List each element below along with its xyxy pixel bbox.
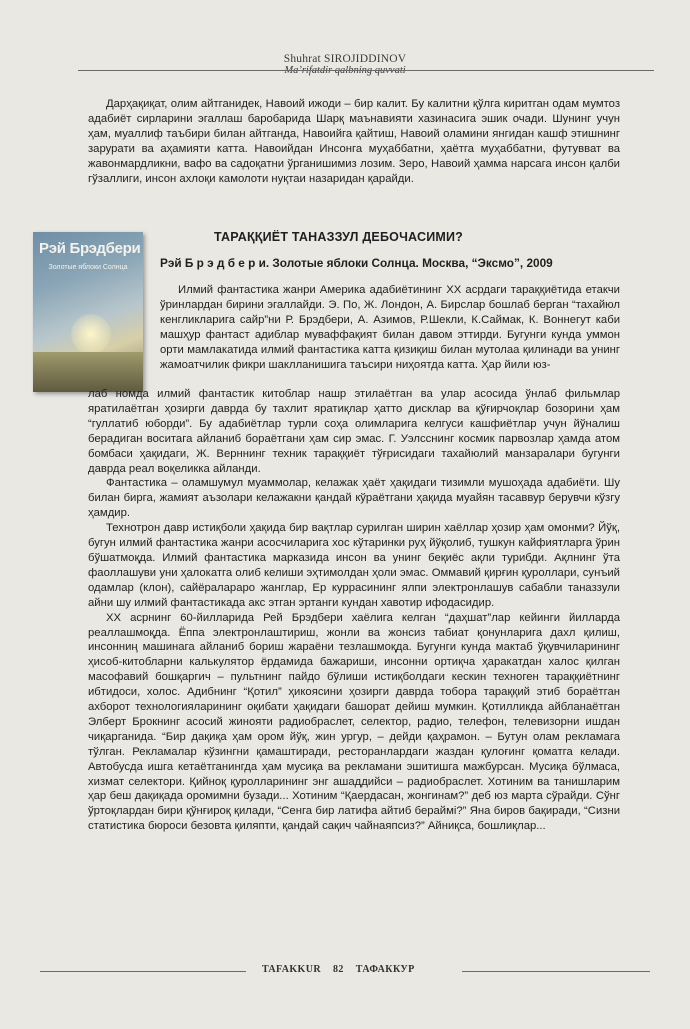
book-reference: Рэй Б р э д б е р и. Золотые яблоки Солнца. Москва, “Эксмо”, 2009 xyxy=(160,256,553,270)
cover-sun-graphic xyxy=(71,314,111,354)
paragraph-1-end: лаб номда илмий фантастик китоблар нашр этилаётган ва улар асосида ўнлаб фильмлар яратилаётган ҳозирги даврда бу тахлит яратиқлар ҳатто дисклар ва қўғирчоқлар бозорини ҳам “гуллатиб юборди”. Бу адабиётлар турли соҳа олимларига келгуси кашфиётлар учун йўналиш берадиган воситага айланиб бораётгани ҳам сир эмас. Г. Уэлсснинг космик парвозлар ҳамда атом бомбаси ҳақидаги, Ж. Верннинг техник тараққиёт тўғрисидаги тахайюлий манзаралари бугунги даврда реал воқеликка айланди. xyxy=(88,388,620,475)
header-rule xyxy=(78,70,654,71)
footer-journal-cyrillic: ТАФАККУР xyxy=(355,964,415,975)
running-header xyxy=(0,53,690,76)
intro-paragraph: Дарҳақиқат, олим айтганидек, Навоий ижоди – бир калит. Бу калитни қўлга киритган одам мумтоз адабиёт сирларини эгаллаш баробарида Шарқ маънавияти хазинасига эшик очади. Шунинг учун ҳам, муаллиф таъбири билан айтганда, Навоийга қайтиш, Навоий оламини янгидан кашф этишнинг зарурати ва аҳамияти катта. Навоийдан Инсонга муҳаббатни, ҳаётга муҳаббатни, футувват ва жавонмардликни, вафо ва садоқатни ўрганишимиз лозим. Зеро, Навоий ҳамма нарсага инсон қалби гўзаллиги, инсон ахлоқи камолоти нуқтаи назаридан қарайди. xyxy=(88,98,620,185)
section-title: ТАРАҚҚИЁТ ТАНАЗЗУЛ ДЕБОЧАСИМИ? xyxy=(214,230,464,244)
paragraph-2: Фантастика – оламшумул муаммолар, келажак ҳаёт ҳақидаги тизимли мушоҳада адабиёти. Шу билан бирга, жамият аъзолари келажакни қандай кўраётгани ҳақида муайян тасаввур берувчи кўзгу ҳамдир. xyxy=(88,477,620,520)
cover-author: Рэй Брэдбери xyxy=(39,240,141,257)
footer-journal-latin: TAFAKKUR xyxy=(262,964,321,975)
header-author: Shuhrat SIROJIDDINOV xyxy=(283,53,407,65)
cover-title: Золотые яблоки Солнца xyxy=(48,264,128,271)
running-footer xyxy=(40,963,650,977)
body-text xyxy=(88,387,620,834)
page-number: 82 xyxy=(332,964,344,975)
header-title: Ma’rifatdir qalbning quvvati xyxy=(284,65,406,76)
intro-text xyxy=(88,97,620,186)
footer-text xyxy=(262,964,427,975)
paragraph-4: ХХ асрнинг 60-йилларида Рей Брэдбери хаёлига келган “даҳшат”лар кейинги йилларда реаллашмоқда. Ёппа электронлаштириш, жонли ва жонсиз табиат қонунларига дахл қилиш, инсонниң машинага айланиб бориш жараёни тезлашмоқда. Бугунги кунда мактаб ўқувчиларининг ҳисоб-китобларни калькулятор ёрдамида бажариши, инсонни ортиқча ҳаракатдан халос қилган масофавий бошқаргич – пультнинг пайдо бўлиши истиқболдаги кескин техноген тараққиётнинг ибтидоси, холос. Адибнинг “Қотил” ҳикоясини ҳозирги даврда тобора тараққий этиб бораётган ахборот технологияларининг оқибати ҳақидаги башорат дейиш мумкин. Қотилликда айбланаётган Элберт Брокнинг асосий жинояти радиобраслет, селектор, радио, телефон, телевизорни ишдан чиқарганида. “Бир дақиқа ҳам ором йўқ, жин ургур, – дейди қаҳрамон. – Бутун олам рекламага тўлган. Рекламалар кўзингни қамаштиради, ресторанлардаги жаздан қулоғинг қоматга келади. Автобусда ишга кетаётганингда ҳам мусиқа ва рекламани эшитишга мажбурсан. Мусиқа бўлмаса, хизмат селектори. Қийноқ қуролларининг энг ашаддийси – радиобраслет. Хотиним ва танишларим ҳар беш дақиқада оромимни бузади... Хотиним “Қаердасан, жонгинам?” деб юз марта сўрайди. Сўнг ўртоқлардан бири қўнғироқ қилади, “Сенга бир латифа айтиб бераймi?” Яна биров бақиради, “Сизни статистика бюроси безовта қиляпти, қандай сақич чайнаяпсиз?” Айниқса, бошлиқлар... xyxy=(88,611,620,833)
paragraph-3: Технотрон давр истиқболи ҳақида бир вақтлар сурилган ширин хаёллар ҳозир ҳам омонми? Йўқ, бугун илмий фантастика жанри асосчиларига хос кўтаринки руҳ йўқолиб, тушкун кайфиятларга ўрин бўшатмоқда. Илмий фантастика марказида инсон ва унинг беқиёс ақли турибди. Ақлнинг ўта фаоллашуви уни ҳалокатга олиб келиши эҳтимолдан ҳоли эмас. Оммавий қирғин қуроллари, сунъий одамлар (клон), сайёралараро жанглар, Ер куррасининг ялпи электронлашув сабабли таназзули айни шу илмий фантастикада акс этган эртанги кундан хавотир ифодасидир. xyxy=(88,522,620,609)
book-cover-image xyxy=(33,232,143,392)
cover-landscape-graphic xyxy=(33,352,143,392)
body-text-beside-cover xyxy=(160,283,620,372)
paragraph-1-start: Илмий фантастика жанри Америка адабиётининг ХХ асрдаги тараққиётида етакчи ўринлардан бирини эгаллайди. Э. По, Ж. Лондон, А. Бирслар бошлаб берган “тахайюл кенгликларига сайр”ни Р. Брэдбери, А. Азимов, Р.Шекли, К.Саймак, К. Воннегут каби машҳур фантаст адиблар муваффақият билан давом эттирди. Бугунги кунда уммон орти мамлакатида илмий фантастика катта қизиқиш билан мутолаа қилинади ва унинг жамоатчилик фикри шаклланишига таъсири ниҳоятда катта. Ҳар йили юз- xyxy=(160,284,620,371)
footer-rule-left xyxy=(40,971,246,972)
footer-rule-right xyxy=(462,971,650,972)
